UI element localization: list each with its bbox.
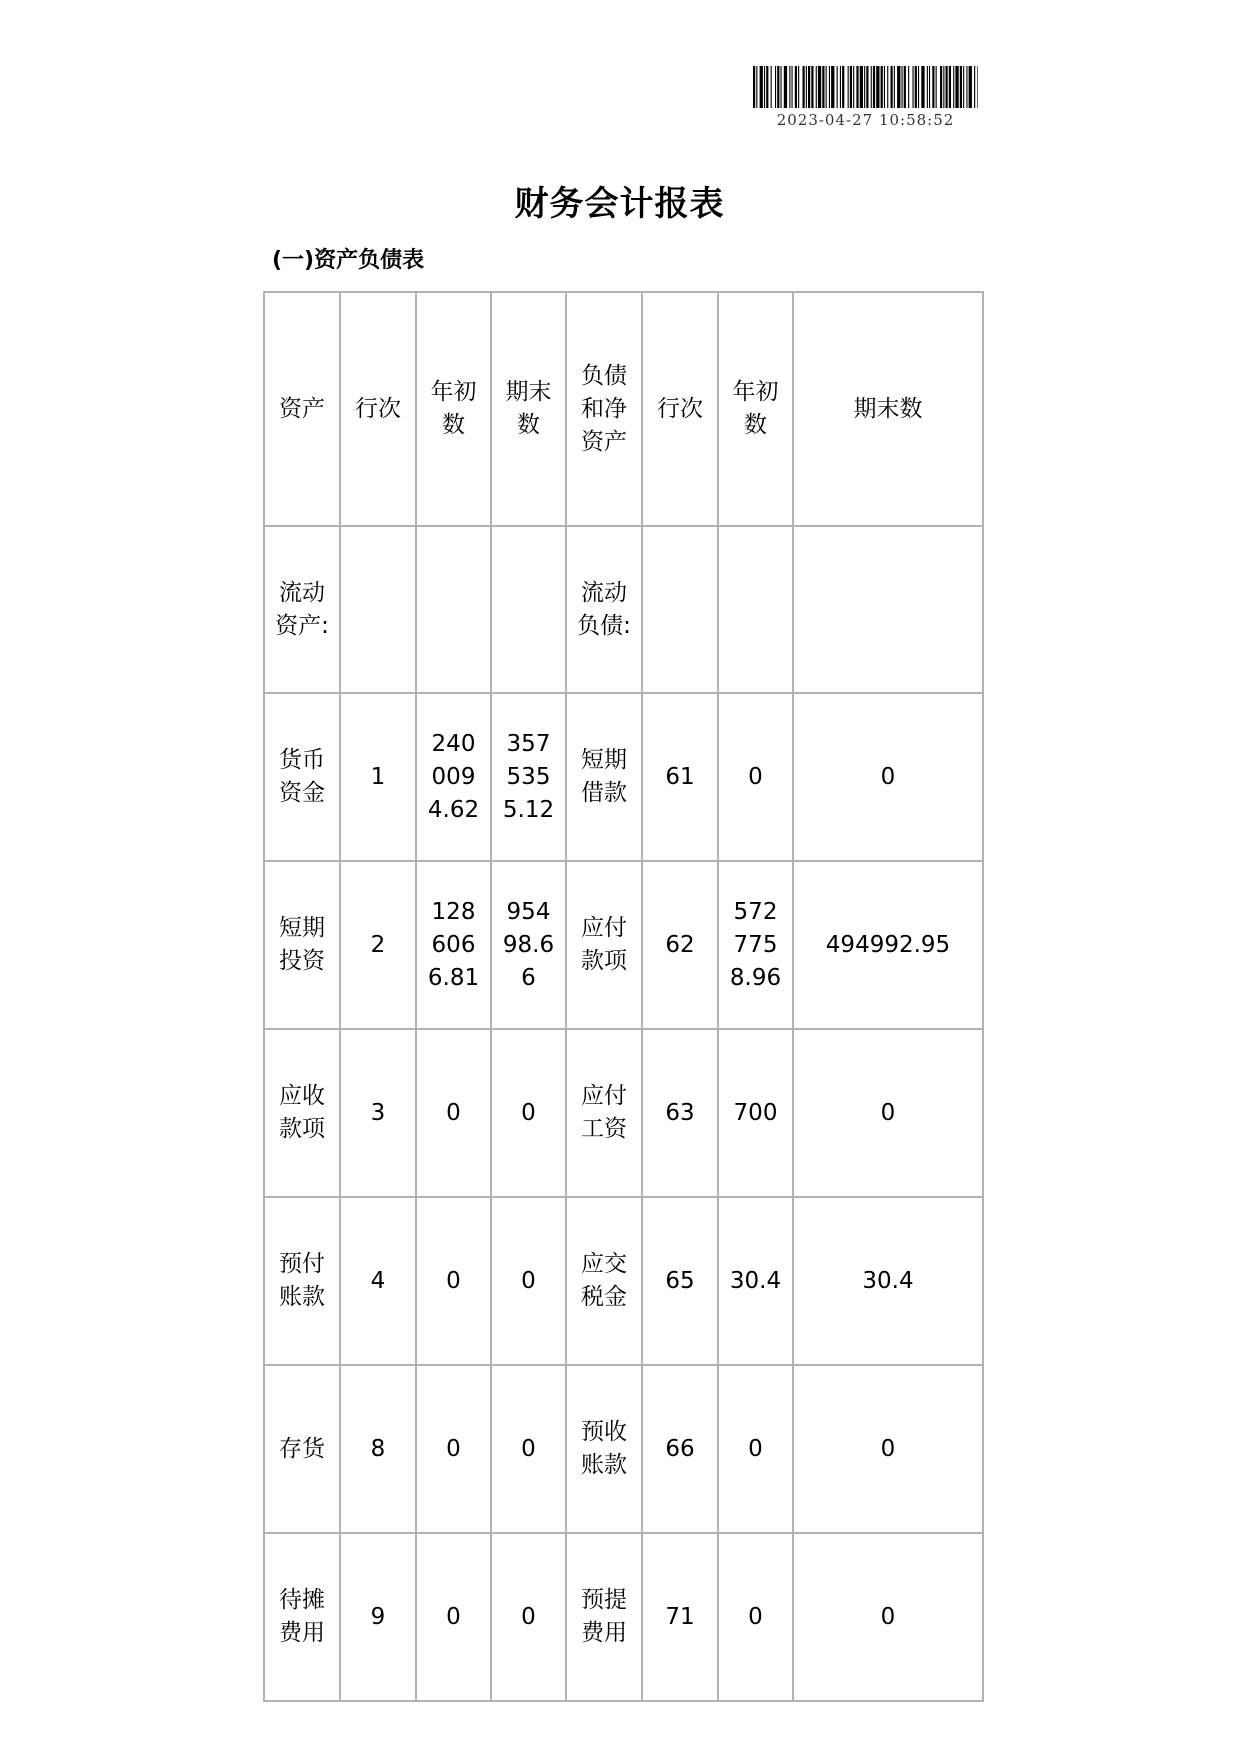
table-cell: 应付款项 <box>566 861 642 1029</box>
header-cell: 资产 <box>264 292 340 526</box>
barcode-bar <box>808 66 810 108</box>
table-cell: 0 <box>793 693 983 861</box>
barcode-bar <box>953 66 954 108</box>
table-cell: 0 <box>416 1365 491 1533</box>
barcode-bar <box>853 66 854 108</box>
header-cell: 期末数 <box>491 292 566 526</box>
barcode-bar <box>803 66 805 108</box>
table-cell: 预收账款 <box>566 1365 642 1533</box>
barcode-bar <box>866 66 868 108</box>
table-row <box>264 1029 983 1197</box>
table-cell: 5727758.96 <box>718 861 793 1029</box>
table-header-row <box>264 292 983 526</box>
table-cell: 0 <box>416 1029 491 1197</box>
table-cell <box>793 526 983 693</box>
table-cell: 95498.66 <box>491 861 566 1029</box>
barcode-bar <box>908 66 909 108</box>
barcode-bar <box>864 66 865 108</box>
table-cell: 65 <box>642 1197 718 1365</box>
barcode <box>753 66 978 108</box>
balance-sheet-table <box>263 291 984 1702</box>
barcode-bar <box>816 66 817 108</box>
barcode-bar <box>818 66 821 108</box>
table-cell: 预付账款 <box>264 1197 340 1365</box>
header-cell: 期末数 <box>793 292 983 526</box>
section-title: (一)资产负债表 <box>272 248 425 273</box>
table-cell: 短期投资 <box>264 861 340 1029</box>
table-cell: 30.4 <box>718 1197 793 1365</box>
barcode-bar <box>915 66 917 108</box>
table-cell: 1 <box>340 693 416 861</box>
barcode-bar <box>792 66 793 108</box>
table-cell: 0 <box>718 1533 793 1701</box>
barcode-bar <box>766 66 768 108</box>
table-cell: 0 <box>491 1197 566 1365</box>
table-cell: 存货 <box>264 1365 340 1533</box>
table-cell: 流动负债: <box>566 526 642 693</box>
table-cell: 0 <box>491 1029 566 1197</box>
barcode-bar <box>753 66 755 108</box>
barcode-bar <box>795 66 797 108</box>
barcode-bar <box>837 66 838 108</box>
table-cell <box>340 526 416 693</box>
barcode-bar <box>936 66 937 108</box>
barcode-bar <box>902 66 903 108</box>
barcode-bar <box>848 66 849 108</box>
barcode-bar <box>784 66 787 108</box>
barcode-bar <box>974 66 975 108</box>
barcode-bar <box>897 66 900 108</box>
table-cell: 0 <box>416 1533 491 1701</box>
barcode-bar <box>881 66 883 108</box>
table-cell: 流动资产: <box>264 526 340 693</box>
table-cell: 短期借款 <box>566 693 642 861</box>
barcode-bar <box>969 66 972 108</box>
barcode-bar <box>860 66 863 108</box>
table-cell: 预提费用 <box>566 1533 642 1701</box>
barcode-bar <box>918 66 919 108</box>
barcode-bar <box>850 66 852 108</box>
table-row <box>264 1533 983 1701</box>
page-title: 财务会计报表 <box>514 184 725 224</box>
table-cell: 应付工资 <box>566 1029 642 1197</box>
barcode-bar <box>856 66 858 108</box>
header-cell: 负债和净资产 <box>566 292 642 526</box>
table-cell: 61 <box>642 693 718 861</box>
barcode-bar <box>826 66 827 108</box>
table-cell: 应交税金 <box>566 1197 642 1365</box>
header-cell: 行次 <box>340 292 416 526</box>
table-row <box>264 1197 983 1365</box>
table-cell: 66 <box>642 1365 718 1533</box>
table-cell: 0 <box>416 1197 491 1365</box>
table-row <box>264 861 983 1029</box>
table-cell: 2 <box>340 861 416 1029</box>
barcode-timestamp: 2023-04-27 10:58:52 <box>776 111 955 129</box>
barcode-bar <box>775 66 776 108</box>
barcode-bar <box>760 66 763 108</box>
table-cell: 62 <box>642 861 718 1029</box>
table-cell: 0 <box>491 1365 566 1533</box>
table-cell <box>642 526 718 693</box>
table-cell: 0 <box>793 1533 983 1701</box>
table-cell: 应收款项 <box>264 1029 340 1197</box>
barcode-bar <box>822 66 824 108</box>
barcode-bar <box>977 66 978 108</box>
table-cell: 待摊费用 <box>264 1533 340 1701</box>
barcode-bar <box>829 66 830 108</box>
table-cell: 30.4 <box>793 1197 983 1365</box>
header-cell: 行次 <box>642 292 718 526</box>
table-cell: 9 <box>340 1533 416 1701</box>
barcode-bar <box>929 66 930 108</box>
barcode-bar <box>777 66 779 108</box>
table-cell: 2400094.62 <box>416 693 491 861</box>
table-cell: 3 <box>340 1029 416 1197</box>
barcode-bar <box>904 66 906 108</box>
barcode-bar <box>789 66 790 108</box>
barcode-bar <box>771 66 772 108</box>
table-row <box>264 526 983 693</box>
table-cell: 3575355.12 <box>491 693 566 861</box>
header-cell: 年初数 <box>416 292 491 526</box>
table-cell: 8 <box>340 1365 416 1533</box>
barcode-bar <box>887 66 888 108</box>
barcode-bar <box>798 66 799 108</box>
table-cell: 0 <box>718 1365 793 1533</box>
barcode-bar <box>963 66 964 108</box>
barcode-bar <box>806 66 807 108</box>
table-row <box>264 1365 983 1533</box>
table-cell: 货币资金 <box>264 693 340 861</box>
barcode-bar <box>940 66 942 108</box>
barcode-bar <box>894 66 895 108</box>
barcode-bar <box>921 66 924 108</box>
table-cell: 63 <box>642 1029 718 1197</box>
barcode-bar <box>842 66 844 108</box>
header-cell: 年初数 <box>718 292 793 526</box>
barcode-bar <box>756 66 757 108</box>
table-cell: 0 <box>718 693 793 861</box>
barcode-bar <box>949 66 951 108</box>
barcode-bar <box>932 66 934 108</box>
table-cell: 700 <box>718 1029 793 1197</box>
table-cell: 0 <box>793 1029 983 1197</box>
barcode-bar <box>960 66 962 108</box>
barcode-bar <box>943 66 944 108</box>
barcode-bar <box>913 66 914 108</box>
barcode-bar <box>831 66 834 108</box>
table-cell: 494992.95 <box>793 861 983 1029</box>
table-cell <box>491 526 566 693</box>
barcode-bar <box>811 66 813 108</box>
barcode-bar <box>955 66 958 108</box>
barcode-bar <box>871 66 872 108</box>
barcode-bar <box>873 66 875 108</box>
barcode-bar <box>884 66 885 108</box>
table-cell: 71 <box>642 1533 718 1701</box>
table-cell <box>718 526 793 693</box>
barcode-bar <box>946 66 948 108</box>
barcode-bar <box>966 66 967 108</box>
table-cell: 0 <box>491 1533 566 1701</box>
barcode-bar <box>876 66 879 108</box>
table-cell: 0 <box>793 1365 983 1533</box>
table-cell: 1286066.81 <box>416 861 491 1029</box>
barcode-bar <box>891 66 893 108</box>
barcode-bar <box>927 66 928 108</box>
barcode-bar <box>781 66 782 108</box>
barcode-bar <box>764 66 765 108</box>
table-cell <box>416 526 491 693</box>
table-row <box>264 693 983 861</box>
table-cell: 4 <box>340 1197 416 1365</box>
barcode-bar <box>840 66 841 108</box>
